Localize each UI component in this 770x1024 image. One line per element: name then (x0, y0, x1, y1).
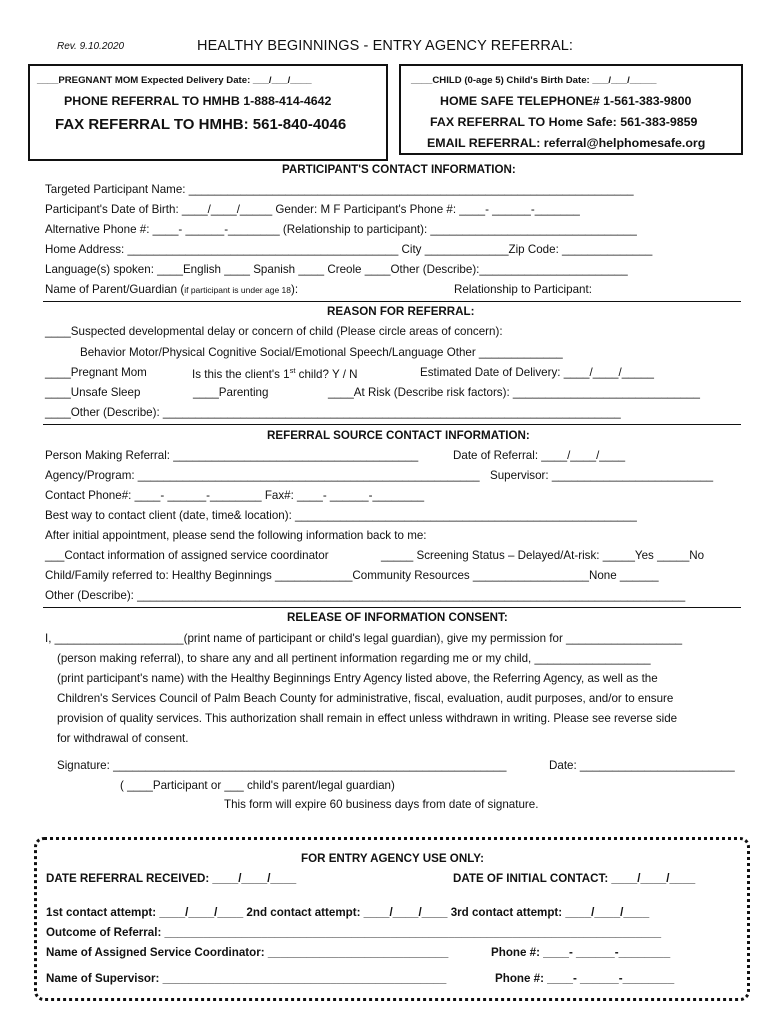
entry-heading: FOR ENTRY AGENCY USE ONLY: (301, 852, 484, 865)
signature-date-field[interactable]: Date: ________________________ (549, 759, 735, 772)
parent-age-note: if participant is under age 18 (184, 285, 291, 295)
revision-label: Rev. 9.10.2020 (57, 41, 125, 52)
assigned-coordinator-field[interactable]: Name of Assigned Service Coordinator: ____________________________ (46, 946, 449, 959)
estimated-delivery-field[interactable]: Estimated Date of Delivery: ____/____/_____ (420, 366, 654, 379)
concern-areas[interactable]: Behavior Motor/Physical Cognitive Social/Emotional Speech/Language Other _____________ (80, 346, 563, 359)
hmhb-phone: PHONE REFERRAL TO HMHB 1-888-414-4642 (64, 94, 332, 108)
date-of-referral-field[interactable]: Date of Referral: ____/____/____ (453, 449, 626, 462)
participant-name-field[interactable]: Targeted Participant Name: _____________________________________________________________________ (45, 183, 634, 196)
service-coordinator-option[interactable]: ___Contact information of assigned service coordinator (45, 549, 329, 562)
consent-line-5: provision of quality services. This authorization shall remain in effect unless withdrawn in writing. Please see reverse side (57, 712, 678, 725)
reason-heading: REASON FOR REFERRAL: (327, 305, 475, 318)
consent-line-4: Children's Services Council of Palm Beach County for administrative, fiscal, evaluation, audit purposes, and/or to ensure (57, 692, 674, 705)
homesafe-phone: HOME SAFE TELEPHONE# 1-561-383-9800 (440, 94, 692, 108)
agency-program-field[interactable]: Agency/Program: _____________________________________________________ (45, 469, 480, 482)
supervisor-name-field[interactable]: Name of Supervisor: ____________________________________________ (46, 972, 447, 985)
first-child-label: Is this the client's 1 (192, 367, 290, 381)
child-line[interactable]: ____CHILD (0-age 5) Child's Birth Date: ___/___/_____ (411, 75, 657, 86)
alternative-phone-field[interactable]: Alternative Phone #: ____- ______-________ (Relationship to participant): ________________________________ (45, 223, 637, 236)
source-heading: REFERRAL SOURCE CONTACT INFORMATION: (267, 429, 530, 442)
supervisor-field[interactable]: Supervisor: _________________________ (490, 469, 714, 482)
parent-label: Name of Parent/Guardian ( (45, 283, 185, 296)
date-referral-received-field[interactable]: DATE REFERRAL RECEIVED: ____/____/____ (46, 872, 297, 885)
signer-type-option[interactable]: ( ____Participant or ___ child's parent/legal guardian) (120, 779, 395, 792)
person-making-referral-field[interactable]: Person Making Referral: ______________________________________ (45, 449, 419, 462)
expiration-note: This form will expire 60 business days from date of signature. (224, 798, 539, 811)
referred-to-field[interactable]: Child/Family referred to: Healthy Beginnings ____________Community Resources __________________None ______ (45, 569, 659, 582)
parent-label-end: ): (291, 283, 299, 296)
contact-attempts-field[interactable]: 1st contact attempt: ____/____/____ 2nd contact attempt: ____/____/____ 3rd contact attempt: ____/____/____ (46, 906, 650, 919)
best-contact-field[interactable]: Best way to contact client (date, time& location): _____________________________________________________ (45, 509, 637, 522)
pregnant-mom-line[interactable]: ____PREGNANT MOM Expected Delivery Date: ___/___/____ (37, 75, 312, 86)
participant-dob-field[interactable]: Participant's Date of Birth: ____/____/_____ Gender: M F Participant's Phone #: ____- ______-_______ (45, 203, 580, 216)
pregnant-mom-option[interactable]: ____Pregnant Mom (45, 366, 147, 379)
hmhb-fax: FAX REFERRAL TO HMHB: 561-840-4046 (55, 116, 347, 133)
homesafe-email: EMAIL REFERRAL: referral@helphomesafe.org (427, 136, 706, 150)
at-risk-option[interactable]: ____At Risk (Describe risk factors): _____________________________ (328, 386, 700, 399)
parenting-option[interactable]: ____Parenting (193, 386, 269, 399)
developmental-delay-option[interactable]: ____Suspected developmental delay or concern of child (Please circle areas of concern): (45, 325, 503, 338)
divider (43, 607, 741, 608)
screening-status-option[interactable]: _____ Screening Status – Delayed/At-risk: _____Yes _____No (381, 549, 705, 562)
consent-line-2[interactable]: (person making referral), to share any and all pertinent information regarding me or my child, __________________ (57, 652, 651, 665)
outcome-field[interactable]: Outcome of Referral: _____________________________________________________________________________ (46, 926, 662, 939)
languages-field[interactable]: Language(s) spoken: ____English ____ Spanish ____ Creole ____Other (Describe):_______________________ (45, 263, 628, 276)
other-reason-field[interactable]: ____Other (Describe): _______________________________________________________________________ (45, 406, 621, 419)
signature-field[interactable]: Signature: _____________________________________________________________ (57, 759, 507, 772)
home-address-field[interactable]: Home Address: __________________________________________ City _____________Zip Code: ______________ (45, 243, 653, 256)
parent-guardian-field[interactable] (45, 283, 298, 296)
contact-phone-fax-field[interactable]: Contact Phone#: ____- ______-________ Fax#: ____- ______-________ (45, 489, 425, 502)
consent-line-6: for withdrawal of consent. (57, 732, 189, 745)
page-title: HEALTHY BEGINNINGS - ENTRY AGENCY REFERRAL: (197, 38, 574, 54)
divider (43, 301, 741, 302)
other-describe-field[interactable]: Other (Describe): _____________________________________________________________________________________ (45, 589, 686, 602)
homesafe-fax: FAX REFERRAL TO Home Safe: 561-383-9859 (430, 115, 698, 129)
unsafe-sleep-option[interactable]: ____Unsafe Sleep (45, 386, 141, 399)
consent-line-3: (print participant's name) with the Healthy Beginnings Entry Agency listed above, the Referring Agency, as well as the (57, 672, 658, 685)
first-child-question[interactable] (192, 366, 358, 381)
after-appointment-text: After initial appointment, please send the following information back to me: (45, 529, 427, 542)
consent-line-1[interactable]: I, ____________________(print name of participant or child's legal guardian), give my permission for __________________ (45, 632, 683, 645)
supervisor-phone-field[interactable]: Phone #: ____- ______-________ (495, 972, 675, 985)
participant-heading: PARTICIPANT'S CONTACT INFORMATION: (282, 163, 516, 176)
first-child-yn: child? Y / N (295, 367, 358, 381)
relationship-field[interactable]: Relationship to Participant: (454, 283, 592, 296)
coordinator-phone-field[interactable]: Phone #: ____- ______-________ (491, 946, 671, 959)
divider (43, 424, 741, 425)
first-superscript: st (289, 366, 296, 375)
date-initial-contact-field[interactable]: DATE OF INITIAL CONTACT: ____/____/____ (453, 872, 696, 885)
consent-heading: RELEASE OF INFORMATION CONSENT: (287, 611, 508, 624)
